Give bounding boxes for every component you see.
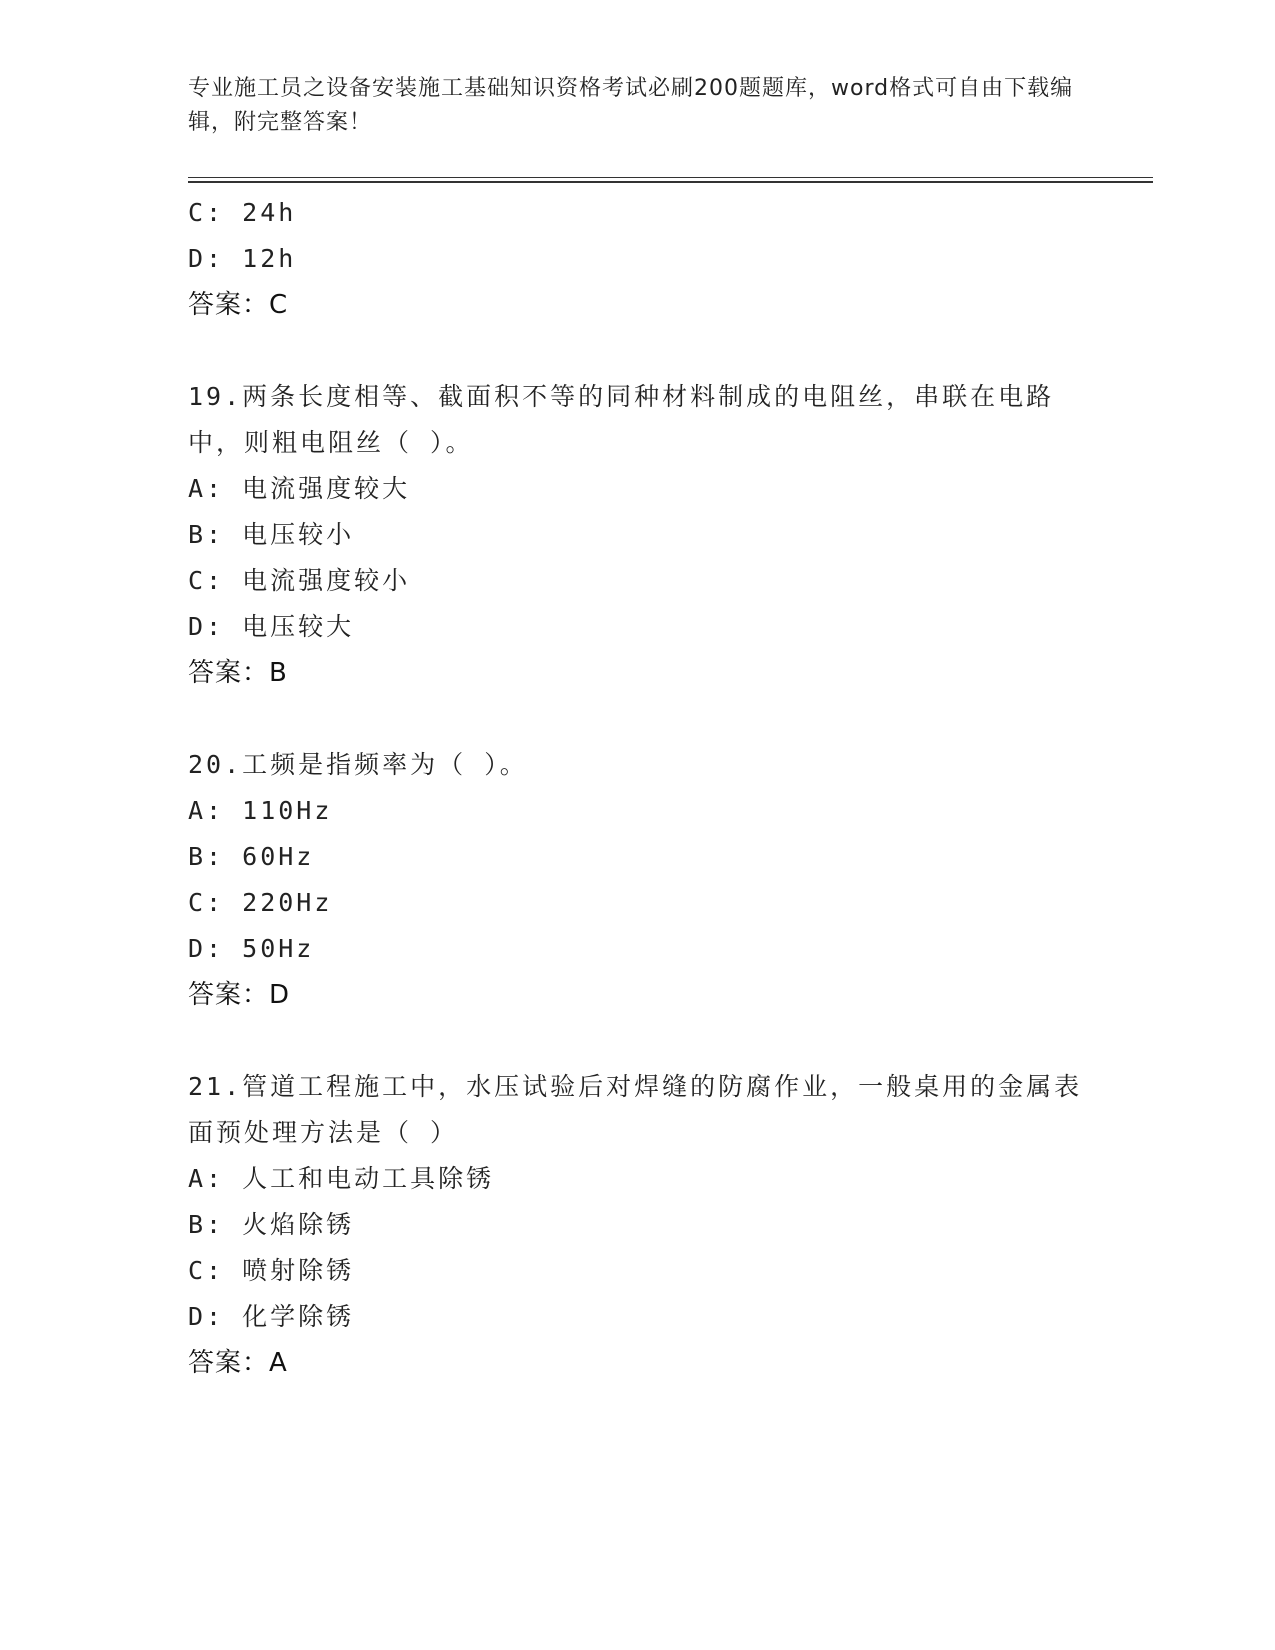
option-d: D: 12h: [188, 244, 297, 273]
option-c: C: 电流强度较小: [188, 566, 411, 595]
option-c: C: 24h: [188, 198, 297, 227]
question-19: [188, 374, 1088, 696]
question-list: [188, 190, 1088, 1386]
option-b: B: 火焰除锈: [188, 1210, 355, 1239]
answer-label: 答案：D: [188, 980, 291, 1010]
question-text: 19.两条长度相等、截面积不等的同种材料制成的电阻丝，串联在电路中，则粗电阻丝（ ）。: [188, 382, 1055, 457]
header-divider-thin: [188, 177, 1153, 178]
option-d: D: 电压较大: [188, 612, 355, 641]
option-a: A: 人工和电动工具除锈: [188, 1164, 495, 1193]
spacer: [188, 1018, 1088, 1064]
header-divider-thick: [188, 181, 1153, 183]
option-a: A: 110Hz: [188, 796, 333, 825]
question-20: [188, 742, 1088, 1018]
question-text: 20.工频是指频率为（ ）。: [188, 750, 528, 779]
option-c: C: 220Hz: [188, 888, 333, 917]
answer-label: 答案：B: [188, 658, 288, 688]
answer-label: 答案：C: [188, 290, 289, 320]
option-d: D: 化学除锈: [188, 1302, 355, 1331]
question-21: [188, 1064, 1088, 1386]
option-b: B: 电压较小: [188, 520, 355, 549]
spacer: [188, 696, 1088, 742]
header-title: 专业施工员之设备安装施工基础知识资格考试必刷200题题库，word格式可自由下载编辑，附完整答案！: [188, 76, 1074, 135]
prev-question-tail: [188, 190, 1088, 328]
option-b: B: 60Hz: [188, 842, 315, 871]
spacer: [188, 328, 1088, 374]
option-a: A: 电流强度较大: [188, 474, 411, 503]
question-text: 21.管道工程施工中，水压试验后对焊缝的防腐作业，一般桌用的金属表面预处理方法是（ ）: [188, 1072, 1083, 1147]
option-c: C: 喷射除锈: [188, 1256, 355, 1285]
answer-label: 答案：A: [188, 1348, 288, 1378]
option-d: D: 50Hz: [188, 934, 315, 963]
document-header: [188, 72, 1088, 140]
